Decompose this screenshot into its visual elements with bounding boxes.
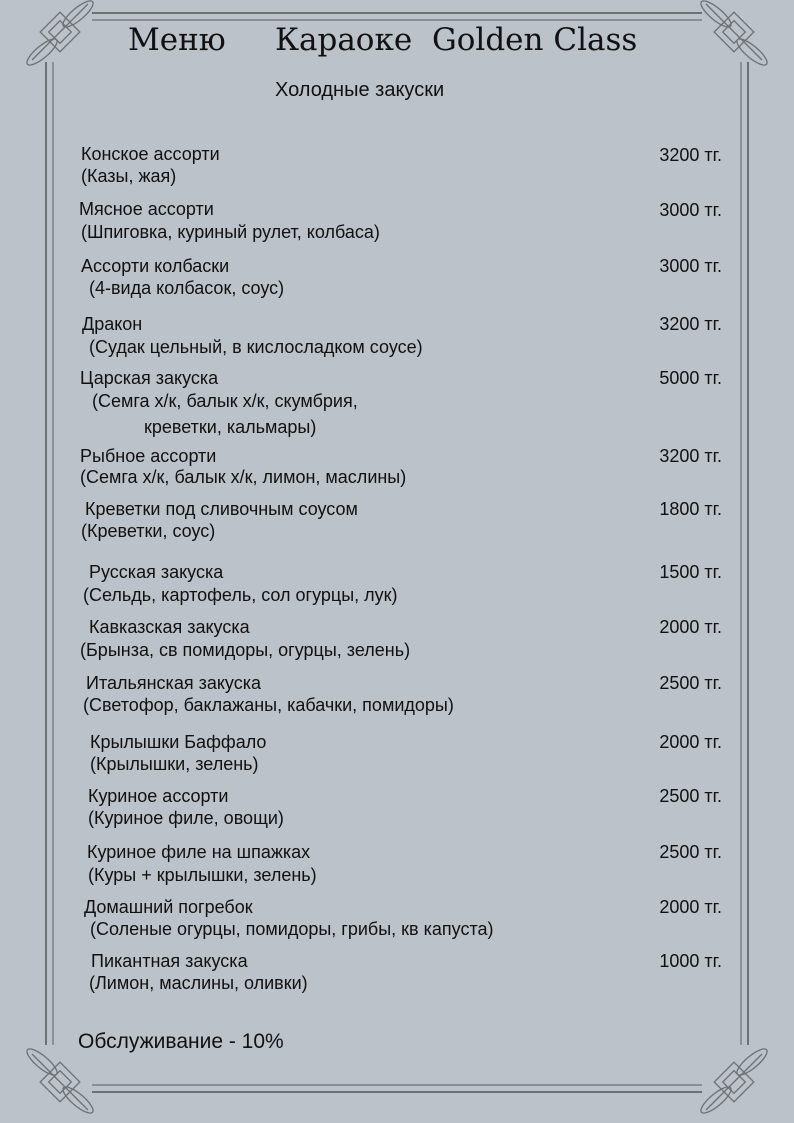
item-price: 2500 тг. [659,786,722,806]
item-name: Мясное ассорти [79,199,214,219]
item-description: (Семга х/к, балык х/к, лимон, маслины) [80,467,407,487]
item-price: 3000 тг. [659,256,722,276]
item-description: (Соленые огурцы, помидоры, грибы, кв капуста) [90,919,494,939]
item-description: (Брынза, св помидоры, огурцы, зелень) [80,640,411,660]
item-description: (Судак цельный, в кислосладком соусе) [89,337,423,357]
item-name: Куриное филе на шпажках [87,842,311,862]
item-price: 3200 тг. [659,314,722,334]
item-description: (Казы, жая) [81,166,177,186]
item-price: 5000 тг. [659,368,722,388]
item-price: 2500 тг. [659,673,722,693]
item-price: 3200 тг. [659,446,722,466]
item-price: 3200 тг. [659,145,722,165]
item-description: (Семга х/к, балык х/к, скумбрия, [92,391,358,411]
item-name: Ассорти колбаски [81,256,230,276]
item-price: 2000 тг. [659,617,722,637]
item-name: Кавказская закуска [89,617,250,637]
item-description: (Креветки, соус) [81,521,216,541]
item-price: 1800 тг. [659,499,722,519]
item-name: Домашний погребок [84,897,253,917]
item-description: (Светофор, баклажаны, кабачки, помидоры) [83,695,454,715]
item-price: 1000 тг. [659,951,722,971]
item-price: 3000 тг. [659,200,722,220]
item-name: Рыбное ассорти [80,446,217,466]
item-description: (Куриное филе, овощи) [88,808,284,828]
item-name: Крылышки Баффало [90,732,267,752]
item-description-continued: креветки, кальмары) [144,417,317,437]
item-name: Креветки под сливочным соусом [85,499,358,519]
item-name: Пикантная закуска [91,951,248,971]
title-menu: Меню [128,22,226,58]
item-name: Царская закуска [80,368,219,388]
item-description: (Сельдь, картофель, сол огурцы, лук) [83,585,398,605]
title-brand: Golden Class [432,22,638,58]
service-charge-note: Обслуживание - 10% [78,1030,284,1053]
item-price: 2000 тг. [659,897,722,917]
corner-ornament-top-left [24,0,97,69]
item-price: 1500 тг. [659,562,722,582]
title-karaoke: Караоке [275,22,413,58]
item-name: Конское ассорти [81,144,220,164]
item-description: (4-вида колбасок, соус) [89,278,285,298]
item-name: Итальянская закуска [86,673,262,693]
item-price: 2500 тг. [659,842,722,862]
item-name: Дракон [82,314,143,334]
corner-ornament-bottom-right [698,1045,771,1117]
section-subtitle: Холодные закуски [275,79,445,101]
corner-ornament-bottom-left [24,1045,97,1117]
item-price: 2000 тг. [659,732,722,752]
item-description: (Шпиговка, куриный рулет, колбаса) [81,222,380,242]
item-description: (Крылышки, зелень) [90,754,259,774]
item-name: Куриное ассорти [88,786,229,806]
item-description: (Лимон, маслины, оливки) [89,973,308,993]
item-name: Русская закуска [89,562,224,582]
corner-ornament-top-right [698,0,771,69]
item-description: (Куры + крылышки, зелень) [88,865,317,885]
